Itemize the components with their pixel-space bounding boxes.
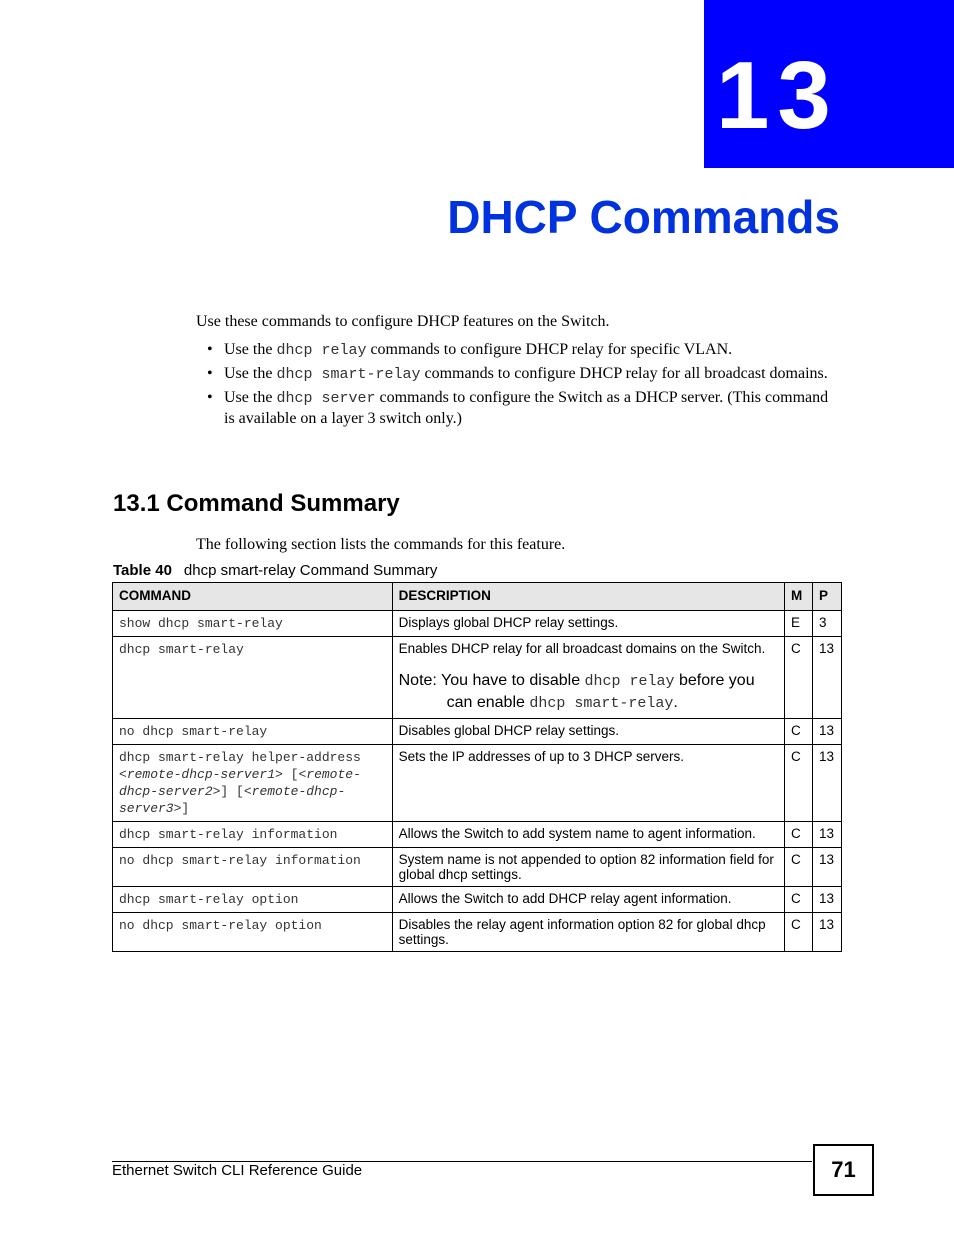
command-summary-table xyxy=(112,582,842,952)
privilege-cell: 13 xyxy=(812,822,841,848)
footer-guide-title: Ethernet Switch CLI Reference Guide xyxy=(112,1162,363,1179)
table-row xyxy=(113,611,842,637)
command-cell: dhcp smart-relay information xyxy=(113,822,393,848)
table-row xyxy=(113,913,842,952)
description-cell xyxy=(392,637,784,719)
chapter-number-box xyxy=(704,0,954,168)
inline-code: dhcp relay xyxy=(276,342,367,359)
mode-cell: C xyxy=(785,887,813,913)
description-cell: Disables the relay agent information option 82 for global dhcp settings. xyxy=(392,913,784,952)
inline-code: dhcp relay xyxy=(584,673,675,690)
table-caption-text: dhcp smart-relay Command Summary xyxy=(183,562,438,579)
list-item: • Use the dhcp smart-relay commands to configure DHCP relay for all broadcast domains. xyxy=(207,365,828,383)
description-cell: Allows the Switch to add DHCP relay agent information. xyxy=(392,887,784,913)
bullet-icon: • xyxy=(207,341,213,358)
intro-section xyxy=(196,312,836,432)
privilege-cell: 13 xyxy=(812,745,841,822)
column-header-description: DESCRIPTION xyxy=(392,583,784,611)
privilege-cell: 13 xyxy=(812,848,841,887)
bullet-icon: • xyxy=(207,389,213,406)
description-cell: Allows the Switch to add system name to agent information. xyxy=(392,822,784,848)
intro-bullet-list xyxy=(196,340,836,429)
bullet-icon: • xyxy=(207,365,213,382)
section-heading: 13.1 Command Summary xyxy=(113,490,400,517)
description-cell: Disables global DHCP relay settings. xyxy=(392,719,784,745)
mode-cell: C xyxy=(785,745,813,822)
privilege-cell: 13 xyxy=(812,637,841,719)
command-cell: no dhcp smart-relay xyxy=(113,719,393,745)
inline-code: dhcp server xyxy=(276,390,376,407)
chapter-title: DHCP Commands xyxy=(447,191,840,243)
page-number: 71 xyxy=(831,1157,856,1182)
column-header-command: COMMAND xyxy=(113,583,393,611)
param-placeholder: remote-dhcp-server2 xyxy=(119,767,361,799)
privilege-cell: 13 xyxy=(812,719,841,745)
chapter-number: 13 xyxy=(716,42,839,149)
param-placeholder: remote-dhcp-server3 xyxy=(119,784,346,816)
command-cell: dhcp smart-relay option xyxy=(113,887,393,913)
mode-cell: C xyxy=(785,848,813,887)
command-cell: dhcp smart-relay helper-address <remote-dhcp-server1> [<remote-dhcp-server2>] [<remote-dhcp-server3>] xyxy=(113,745,393,822)
command-cell: dhcp smart-relay xyxy=(113,637,393,719)
table-header-row xyxy=(113,583,842,611)
command-cell: no dhcp smart-relay information xyxy=(113,848,393,887)
note-text: Note: You have to disable dhcp relay before you can enable dhcp smart-relay. xyxy=(398,672,755,712)
column-header-p: P xyxy=(812,583,841,611)
intro-lead: Use these commands to configure DHCP features on the Switch. xyxy=(196,313,610,330)
privilege-cell: 13 xyxy=(812,913,841,952)
table-row xyxy=(113,887,842,913)
list-item: • Use the dhcp relay commands to configure DHCP relay for specific VLAN. xyxy=(207,341,733,359)
privilege-cell: 3 xyxy=(812,611,841,637)
mode-cell: C xyxy=(785,913,813,952)
table-row xyxy=(113,822,842,848)
description-cell: System name is not appended to option 82 information field for global dhcp settings. xyxy=(392,848,784,887)
table-caption-label: Table 40 xyxy=(113,562,172,579)
command-cell: show dhcp smart-relay xyxy=(113,611,393,637)
list-item: • Use the dhcp server commands to configure the Switch as a DHCP server. (This command is available on a layer 3 switch only.) xyxy=(207,389,829,427)
inline-code: dhcp smart-relay xyxy=(529,695,674,712)
description-text: Enables DHCP relay for all broadcast domains on the Switch. xyxy=(398,641,766,656)
table-row xyxy=(113,745,842,822)
mode-cell: C xyxy=(785,719,813,745)
table-row xyxy=(113,637,842,719)
table-row xyxy=(113,719,842,745)
table-row xyxy=(113,848,842,887)
mode-cell: C xyxy=(785,637,813,719)
description-cell: Sets the IP addresses of up to 3 DHCP servers. xyxy=(392,745,784,822)
mode-cell: E xyxy=(785,611,813,637)
description-cell: Displays global DHCP relay settings. xyxy=(392,611,784,637)
inline-code: dhcp smart-relay xyxy=(276,366,421,383)
page-number-box xyxy=(813,1144,874,1196)
column-header-m: M xyxy=(785,583,813,611)
section-intro: The following section lists the commands for this feature. xyxy=(196,536,566,553)
mode-cell: C xyxy=(785,822,813,848)
command-cell: no dhcp smart-relay option xyxy=(113,913,393,952)
table-caption xyxy=(113,562,437,580)
privilege-cell: 13 xyxy=(812,887,841,913)
param-placeholder: remote-dhcp-server1 xyxy=(126,767,276,782)
